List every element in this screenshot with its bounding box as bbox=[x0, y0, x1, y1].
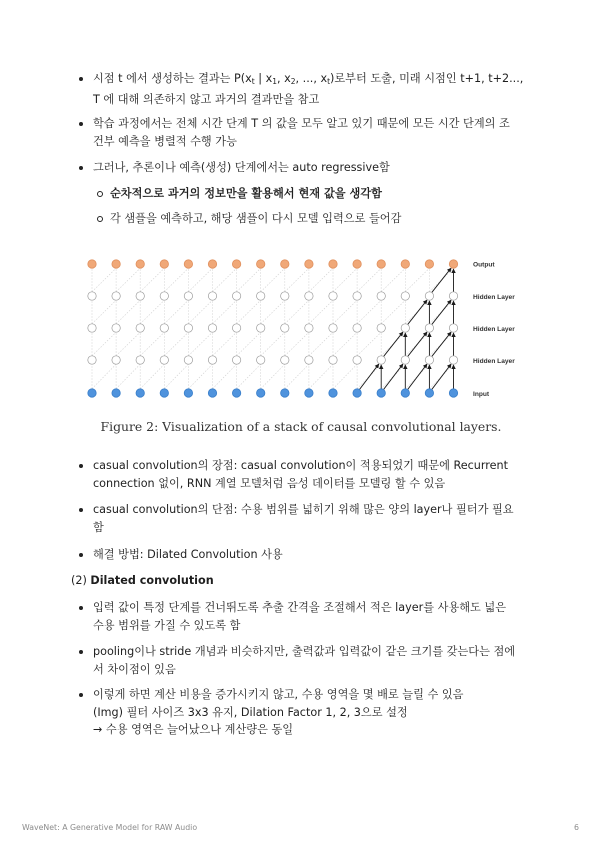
input-node bbox=[88, 389, 96, 397]
hidden-node bbox=[425, 324, 433, 332]
subscript: t bbox=[251, 77, 255, 86]
bullet-item bbox=[93, 457, 533, 492]
hidden-node bbox=[401, 292, 409, 300]
output-node bbox=[160, 260, 168, 268]
layer-label-hidden-1: Hidden Layer bbox=[473, 358, 515, 365]
sub-bullet-text: 각 샘플을 예측하고, 해당 샘플이 다시 모델 입력으로 들어감 bbox=[110, 212, 402, 225]
grid-connection bbox=[357, 332, 381, 356]
output-node bbox=[208, 260, 216, 268]
grid-connection bbox=[237, 300, 261, 324]
input-node bbox=[353, 389, 361, 397]
hidden-node bbox=[184, 356, 192, 364]
hidden-node bbox=[136, 356, 144, 364]
hidden-node bbox=[377, 292, 385, 300]
hidden-node bbox=[232, 292, 240, 300]
input-node bbox=[329, 389, 337, 397]
causal-conv-diagram bbox=[80, 250, 540, 405]
hidden-node bbox=[401, 356, 409, 364]
receptive-arrow bbox=[360, 364, 379, 389]
grid-connection bbox=[164, 300, 188, 324]
input-node bbox=[425, 389, 433, 397]
grid-connection bbox=[285, 268, 309, 292]
hidden-node bbox=[184, 324, 192, 332]
input-node bbox=[281, 389, 289, 397]
grid-connection bbox=[188, 332, 212, 356]
grid-connection bbox=[213, 268, 237, 292]
bullet-item bbox=[93, 501, 533, 536]
input-node bbox=[112, 389, 120, 397]
output-node bbox=[401, 260, 409, 268]
hidden-node bbox=[353, 324, 361, 332]
hidden-node bbox=[281, 292, 289, 300]
hidden-node bbox=[136, 292, 144, 300]
receptive-arrow bbox=[432, 332, 451, 356]
output-node bbox=[281, 260, 289, 268]
output-node bbox=[377, 260, 385, 268]
receptive-arrow bbox=[384, 364, 403, 389]
input-node bbox=[232, 389, 240, 397]
grid-connection bbox=[333, 268, 357, 292]
grid-connection bbox=[92, 268, 116, 292]
hidden-node bbox=[329, 324, 337, 332]
hidden-node bbox=[208, 324, 216, 332]
bullet-text: 시점 t 에서 생성하는 결과는 P(x bbox=[93, 72, 252, 85]
grid-connection bbox=[381, 268, 405, 292]
hidden-node bbox=[257, 292, 265, 300]
grid-connection bbox=[237, 364, 261, 389]
input-node bbox=[160, 389, 168, 397]
grid-connection bbox=[140, 364, 164, 389]
grid-connection bbox=[333, 300, 357, 324]
hidden-node bbox=[112, 324, 120, 332]
bullet-item bbox=[93, 643, 533, 678]
grid-connection bbox=[188, 364, 212, 389]
grid-connection bbox=[285, 364, 309, 389]
bullet-item bbox=[93, 599, 533, 634]
output-node bbox=[425, 260, 433, 268]
layer-label-input: Input bbox=[473, 391, 490, 398]
footer-title: WaveNet: A Generative Model for RAW Audio bbox=[22, 823, 198, 832]
grid-connection bbox=[237, 332, 261, 356]
hidden-node bbox=[353, 292, 361, 300]
output-node bbox=[136, 260, 144, 268]
hidden-node bbox=[208, 292, 216, 300]
grid-connection bbox=[309, 332, 333, 356]
grid-connection bbox=[164, 332, 188, 356]
bullet-text: 그러나, 추론이나 예측(생성) 단계에서는 auto regressive함 bbox=[93, 161, 390, 174]
grid-connection bbox=[309, 268, 333, 292]
bullet-text: 이렇게 하면 계산 비용을 증가시키지 않고, 수용 영역을 몇 배로 늘릴 수 있음 bbox=[93, 688, 464, 701]
grid-connection bbox=[381, 300, 405, 324]
section-number: (2) bbox=[71, 574, 87, 587]
input-node bbox=[449, 389, 457, 397]
bullet-item bbox=[93, 70, 533, 108]
section-heading bbox=[71, 572, 214, 589]
output-node bbox=[257, 260, 265, 268]
grid-connection bbox=[116, 332, 140, 356]
output-node bbox=[353, 260, 361, 268]
hidden-node bbox=[88, 324, 96, 332]
bullet-text: | x bbox=[254, 72, 273, 85]
bullet-text: 서 차이점이 있음 bbox=[93, 662, 176, 676]
hidden-node bbox=[305, 292, 313, 300]
output-node bbox=[305, 260, 313, 268]
grid-connection bbox=[92, 300, 116, 324]
hidden-node bbox=[160, 324, 168, 332]
bullet-text: casual convolution의 장점: casual convolution이 적용되었기 때문에 Recurrent bbox=[93, 459, 508, 472]
bullet-text: T 에 대해 의존하지 않고 과거의 결과만을 참고 bbox=[93, 92, 320, 106]
bullet-text: casual convolution의 단점: 수용 범위를 넓히기 위해 많은 양의 layer나 필터가 필요 bbox=[93, 503, 514, 516]
grid-connection bbox=[405, 268, 429, 292]
grid-connection bbox=[116, 364, 140, 389]
hidden-node bbox=[353, 356, 361, 364]
bullet-item bbox=[93, 115, 533, 150]
bullet-item bbox=[93, 546, 533, 564]
hidden-node bbox=[305, 356, 313, 364]
grid-connection bbox=[357, 268, 381, 292]
bullet-text: → 수용 영역은 늘어났으나 계산량은 동일 bbox=[93, 723, 294, 736]
hidden-node bbox=[401, 324, 409, 332]
bullet-text: 건부 예측을 병렬적 수행 가능 bbox=[93, 134, 237, 148]
hidden-node bbox=[88, 292, 96, 300]
hidden-node bbox=[112, 292, 120, 300]
grid-connection bbox=[92, 332, 116, 356]
grid-connection bbox=[140, 332, 164, 356]
hidden-node bbox=[232, 356, 240, 364]
bullet-text: 입력 값이 특정 단계를 건너뛰도록 추출 간격을 조절해서 적은 layer를 사용해도 넓은 bbox=[93, 601, 507, 614]
page-number: 6 bbox=[574, 823, 579, 832]
grid-connection bbox=[140, 268, 164, 292]
grid-connection bbox=[333, 364, 357, 389]
hidden-node bbox=[329, 292, 337, 300]
hidden-node bbox=[160, 356, 168, 364]
grid-connection bbox=[213, 364, 237, 389]
grid-connection bbox=[261, 332, 285, 356]
input-node bbox=[257, 389, 265, 397]
hidden-node bbox=[377, 324, 385, 332]
hidden-node bbox=[281, 324, 289, 332]
bullet-text: connection 없이, RNN 계열 모델처럼 음성 데이터를 모델링 할 수 있음 bbox=[93, 476, 446, 490]
input-node bbox=[401, 389, 409, 397]
hidden-node bbox=[449, 356, 457, 364]
receptive-arrow bbox=[384, 332, 403, 356]
subscript: 2 bbox=[290, 77, 296, 86]
receptive-arrow bbox=[432, 300, 451, 324]
bullet-item bbox=[93, 686, 533, 739]
grid-connection bbox=[164, 268, 188, 292]
bullet-text: 수용 범위를 가질 수 있도록 함 bbox=[93, 618, 241, 632]
receptive-arrow bbox=[408, 332, 427, 356]
hidden-node bbox=[305, 324, 313, 332]
grid-connection bbox=[333, 332, 357, 356]
grid-connection bbox=[309, 364, 333, 389]
layer-label-hidden-3: Hidden Layer bbox=[473, 294, 515, 301]
output-node bbox=[449, 260, 457, 268]
grid-connection bbox=[188, 268, 212, 292]
grid-connection bbox=[237, 268, 261, 292]
receptive-arrow bbox=[432, 268, 451, 292]
hidden-node bbox=[425, 356, 433, 364]
bullet-text: pooling이나 stride 개념과 비슷하지만, 출력값과 입력값이 같은 크기를 갖는다는 점에 bbox=[93, 645, 516, 658]
bullet-text: (Img) 필터 사이즈 3x3 유지, Dilation Factor 1, 2, 3으로 설정 bbox=[93, 705, 408, 719]
input-node bbox=[136, 389, 144, 397]
input-node bbox=[184, 389, 192, 397]
receptive-arrow bbox=[408, 364, 427, 389]
hidden-node bbox=[88, 356, 96, 364]
output-node bbox=[184, 260, 192, 268]
bullet-text: 학습 과정에서는 전체 시간 단계 T 의 값을 모두 알고 있기 때문에 모든 시간 단계의 조 bbox=[93, 117, 510, 130]
section-title: Dilated convolution bbox=[90, 574, 214, 587]
hidden-node bbox=[232, 324, 240, 332]
hidden-node bbox=[112, 356, 120, 364]
sub-bullet-item bbox=[110, 185, 530, 203]
bullet-text: 해결 방법: Dilated Convolution 사용 bbox=[93, 548, 283, 561]
hidden-node bbox=[160, 292, 168, 300]
hidden-node bbox=[449, 324, 457, 332]
hidden-node bbox=[257, 324, 265, 332]
grid-connection bbox=[309, 300, 333, 324]
output-node bbox=[329, 260, 337, 268]
grid-connection bbox=[140, 300, 164, 324]
input-node bbox=[377, 389, 385, 397]
figure-caption: Figure 2: Visualization of a stack of causal convolutional layers. bbox=[100, 419, 502, 434]
bullet-text: , ..., x bbox=[295, 72, 328, 85]
layer-label-hidden-2: Hidden Layer bbox=[473, 326, 515, 333]
grid-connection bbox=[213, 300, 237, 324]
subscript: 1 bbox=[272, 77, 278, 86]
hidden-node bbox=[184, 292, 192, 300]
receptive-arrow bbox=[432, 364, 451, 389]
input-node bbox=[208, 389, 216, 397]
input-node bbox=[305, 389, 313, 397]
hidden-node bbox=[136, 324, 144, 332]
hidden-node bbox=[281, 356, 289, 364]
grid-connection bbox=[188, 300, 212, 324]
grid-connection bbox=[261, 364, 285, 389]
hidden-node bbox=[257, 356, 265, 364]
bullet-text: , x bbox=[277, 72, 291, 85]
grid-connection bbox=[261, 300, 285, 324]
grid-connection bbox=[213, 332, 237, 356]
hidden-node bbox=[329, 356, 337, 364]
receptive-arrow bbox=[408, 300, 427, 324]
hidden-node bbox=[449, 292, 457, 300]
grid-connection bbox=[116, 268, 140, 292]
grid-connection bbox=[92, 364, 116, 389]
hidden-node bbox=[208, 356, 216, 364]
grid-connection bbox=[116, 300, 140, 324]
bullet-text: 함 bbox=[93, 520, 104, 534]
hidden-node bbox=[377, 356, 385, 364]
sub-bullet-item bbox=[110, 210, 530, 228]
grid-connection bbox=[357, 300, 381, 324]
grid-connection bbox=[164, 364, 188, 389]
grid-connection bbox=[285, 332, 309, 356]
sub-bullet-text: 순차적으로 과거의 정보만을 활용해서 현재 값을 생각함 bbox=[110, 187, 382, 200]
subscript: t bbox=[327, 77, 331, 86]
grid-connection bbox=[285, 300, 309, 324]
bullet-item bbox=[93, 159, 533, 177]
layer-label-output: Output bbox=[473, 261, 495, 269]
grid-connection bbox=[261, 268, 285, 292]
bullet-text: )로부터 도출, 미래 시점인 t+1, t+2..., bbox=[330, 72, 524, 85]
output-node bbox=[88, 260, 96, 268]
output-node bbox=[232, 260, 240, 268]
hidden-node bbox=[425, 292, 433, 300]
output-node bbox=[112, 260, 120, 268]
